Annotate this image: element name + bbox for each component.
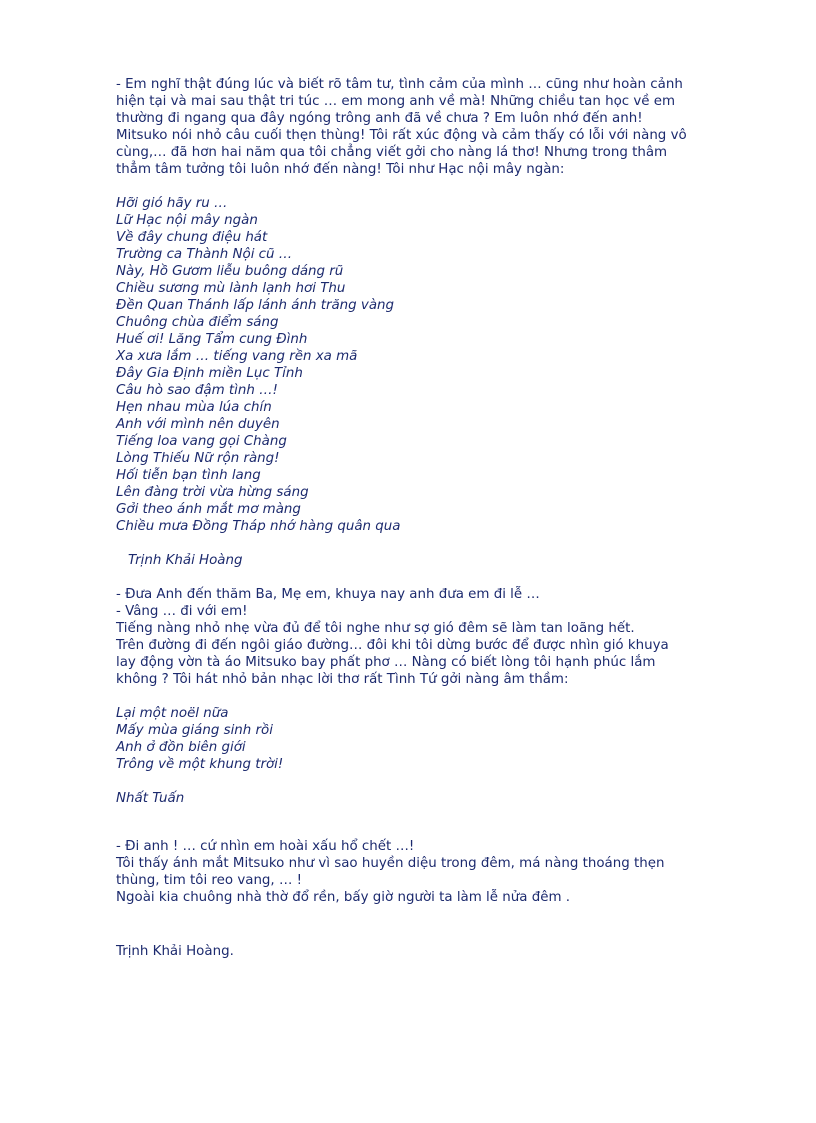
poem-stanza-2 xyxy=(116,705,756,773)
poem-line: Về đây chung điệu hát xyxy=(116,230,268,245)
poem-line: Tiếng loa vang gọi Chàng xyxy=(116,434,287,449)
poem-line: Huế ơi! Lăng Tẩm cung Đình xyxy=(116,332,308,347)
poem-line: Chuông chùa điểm sáng xyxy=(116,315,279,330)
signature-text: Trịnh Khải Hoàng xyxy=(128,553,243,568)
signature-text: Trịnh Khải Hoàng. xyxy=(116,944,234,959)
poem-line: Anh ở đồn biên giới xyxy=(116,740,246,755)
text-line: cùng,… đã hơn hai năm qua tôi chẳng viết gởi cho nàng lá thơ! Nhưng trong thâm xyxy=(116,145,668,160)
poem-line: Đây Gia Định miền Lục Tỉnh xyxy=(116,366,303,381)
poem-line: Đền Quan Thánh lấp lánh ánh trăng vàng xyxy=(116,298,395,313)
poem-line: Lên đàng trời vừa hừng sáng xyxy=(116,485,309,500)
text-line: - Vâng … đi với em! xyxy=(116,604,248,619)
text-line: Ngoài kia chuông nhà thờ đổ rền, bấy giờ người ta làm lễ nửa đêm . xyxy=(116,890,571,905)
dialog-paragraph xyxy=(116,586,756,688)
poem-line: Câu hò sao đậm tình …! xyxy=(116,383,278,398)
signature-text: Nhất Tuấn xyxy=(116,791,185,806)
poem-line: Lại một noël nữa xyxy=(116,706,229,721)
poem-line: Trường ca Thành Nội cũ … xyxy=(116,247,293,262)
text-line: Mitsuko nói nhỏ câu cuối thẹn thùng! Tôi rất xúc động và cảm thấy có lỗi với nàng vô xyxy=(116,128,687,143)
poem-line: Chiều sương mù lành lạnh hơi Thu xyxy=(116,281,346,296)
text-line: hiện tại và mai sau thật tri túc … em mong anh về mà! Những chiều tan học về em xyxy=(116,94,676,109)
text-line: Tiếng nàng nhỏ nhẹ vừa đủ để tôi nghe như sợ gió đêm sẽ làm tan loãng hết. xyxy=(116,621,635,636)
poem-line: Xa xưa lắm … tiếng vang rền xa mã xyxy=(116,349,358,364)
text-line: lay động vờn tà áo Mitsuko bay phất phơ … Nàng có biết lòng tôi hạnh phúc lắm xyxy=(116,655,656,670)
poem-line: Này, Hồ Gươm liễu buông dáng rũ xyxy=(116,264,344,279)
text-line: thùng, tim tôi reo vang, … ! xyxy=(116,873,302,888)
text-line: - Đưa Anh đến thăm Ba, Mẹ em, khuya nay anh đưa em đi lễ … xyxy=(116,587,540,602)
poem-line: Hối tiễn bạn tình lang xyxy=(116,468,261,483)
text-line: - Em nghĩ thật đúng lúc và biết rõ tâm tư, tình cảm của mình … cũng như hoàn cảnh xyxy=(116,77,683,92)
poem-line: Hẹn nhau mùa lúa chín xyxy=(116,400,272,415)
author-signature xyxy=(116,943,756,960)
poem-line: Hỡi gió hãy ru … xyxy=(116,196,228,211)
ending-paragraph xyxy=(116,838,756,906)
poem-line: Mấy mùa giáng sinh rồi xyxy=(116,723,273,738)
poem-line: Anh với mình nên duyên xyxy=(116,417,280,432)
poem-stanza-1 xyxy=(116,195,756,535)
text-line: Tôi thấy ánh mắt Mitsuko như vì sao huyền diệu trong đêm, má nàng thoáng thẹn xyxy=(116,856,665,871)
intro-paragraph xyxy=(116,76,756,178)
text-line: - Đi anh ! … cứ nhìn em hoài xấu hổ chết …! xyxy=(116,839,415,854)
text-line: thẳm tâm tưởng tôi luôn nhớ đến nàng! Tôi như Hạc nội mây ngàn: xyxy=(116,162,565,177)
poem-line: Lữ Hạc nội mây ngàn xyxy=(116,213,258,228)
poem-signature xyxy=(128,552,768,569)
poem-line: Chiều mưa Đồng Tháp nhớ hàng quân qua xyxy=(116,519,401,534)
poem-signature-2 xyxy=(116,790,756,807)
text-line: thường đi ngang qua đây ngóng trông anh đã về chưa ? Em luôn nhớ đến anh! xyxy=(116,111,643,126)
poem-line: Lòng Thiếu Nữ rộn ràng! xyxy=(116,451,280,466)
poem-line: Gởi theo ánh mắt mơ màng xyxy=(116,502,301,517)
text-line: không ? Tôi hát nhỏ bản nhạc lời thơ rất Tình Tứ gởi nàng âm thầm: xyxy=(116,672,569,687)
text-line: Trên đường đi đến ngôi giáo đường… đôi khi tôi dừng bước để được nhìn gió khuya xyxy=(116,638,669,653)
poem-line: Trông về một khung trời! xyxy=(116,757,284,772)
